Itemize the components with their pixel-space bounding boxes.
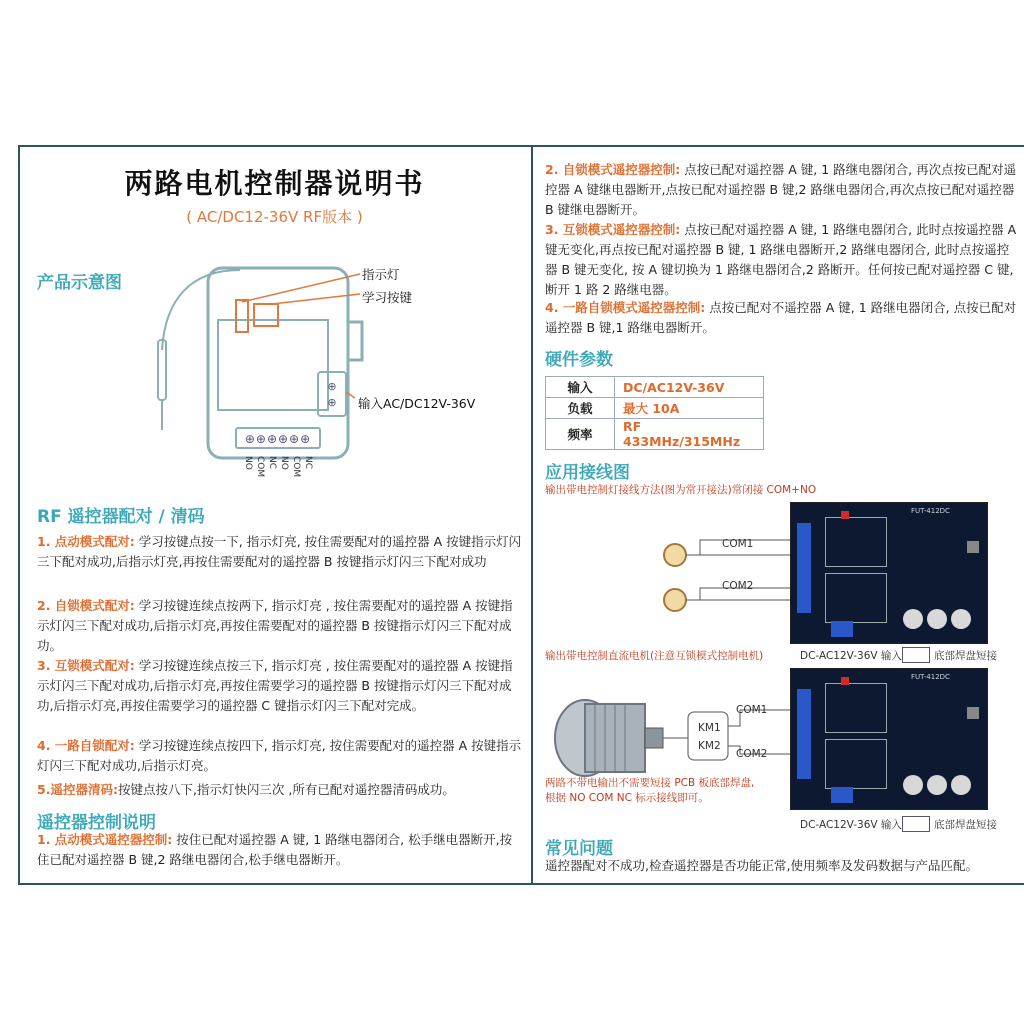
solder-pad-label: 底部焊盘短接 (934, 650, 997, 662)
item-label: 2. 自锁模式配对: (37, 598, 135, 613)
control-heading: 遥控器控制说明 (37, 813, 156, 833)
page-divider (531, 145, 533, 885)
param-key: 负载 (546, 398, 615, 419)
item-label: 5.遥控器清码: (37, 782, 118, 797)
faq-text: 遥控器配对不成功,检查遥控器是否功能正常,使用频率及发码数据与产品匹配。 (545, 858, 978, 873)
pcb-board-image (790, 668, 988, 810)
dc-input-label: DC-AC12V-36V 输入 (800, 650, 902, 662)
relay-block (825, 517, 887, 567)
item-text: 点按已配对遥控器 A 键, 1 路继电器闭合, 此时点按遥控器 A 键无变化,再点按已配对遥控器 B 键, 1 路继电器断开,2 路继电器闭合, 此时点按遥控器 B 键无变化, 按 A 键切换为 1 路继电器闭合,2 路断开。任何按已配对遥控器 C 键,断开 1 路 2 路继电器。 (545, 222, 1017, 297)
com1-label: COM1 (722, 538, 754, 550)
item-label: 4. 一路自锁模式遥控器控制: (545, 300, 706, 315)
svg-text:⊕: ⊕ (327, 396, 337, 409)
capacitor (903, 775, 923, 795)
faq-heading: 常见问题 (545, 839, 613, 859)
relay-block (825, 739, 887, 789)
relay-block (825, 573, 887, 623)
pairing-item (37, 780, 522, 800)
component (841, 511, 849, 519)
table-row (546, 398, 764, 419)
capacitor (927, 775, 947, 795)
indicator-light-label: 指示灯 (362, 267, 400, 282)
capacitor (951, 609, 971, 629)
page-title: 两路电机控制器说明书 (124, 167, 425, 200)
pairing-item (37, 532, 522, 572)
learn-button (967, 541, 979, 553)
hardware-heading: 硬件参数 (545, 350, 613, 370)
wiring-caption-motor: 输出带电控制直流电机(注意互锁模式控制电机) (545, 650, 764, 662)
com2-label: COM2 (722, 580, 754, 592)
pairing-item (37, 736, 522, 776)
relay-block (825, 683, 887, 733)
table-row (546, 377, 764, 398)
com2-label: COM2 (736, 748, 768, 760)
wiring-note-line2: 根据 NO COM NC 标示接线即可。 (545, 792, 709, 804)
capacitor (927, 609, 947, 629)
param-key: 输入 (546, 377, 615, 398)
power-terminal (831, 621, 853, 637)
pairing-item (37, 656, 522, 716)
power-terminal (831, 787, 853, 803)
item-label: 2. 自锁模式遥控器控制: (545, 162, 681, 177)
pairing-item (37, 596, 522, 656)
param-key: 频率 (546, 419, 615, 450)
pairing-heading: RF 遥控器配对 / 清码 (37, 507, 205, 527)
com1-label: COM1 (736, 704, 768, 716)
terminal-label: NC (267, 456, 277, 470)
learn-button (967, 707, 979, 719)
item-text: 学习按键连续点按两下, 指示灯亮 , 按住需要配对的遥控器 A 按键指示灯闪三下配对成功,后指示灯亮,再按住需要配对的遥控器 B 按键指示灯闪三下配对成功。 (37, 598, 513, 653)
control-item (37, 830, 522, 870)
terminal-labels (243, 456, 313, 477)
solder-pad-box (902, 816, 930, 832)
pcb-model-text: FUT-412DC (911, 507, 950, 515)
page-subtitle: ( AC/DC12-36V RF版本 ) (186, 208, 363, 226)
product-diagram (150, 260, 530, 485)
control-item (545, 220, 1020, 300)
item-text: 学习按键点按一下, 指示灯亮, 按住需要配对的遥控器 A 按键指示灯闪三下配对成功,后指示灯亮,再按住需要配对的遥控器 B 按键指示灯闪三下配对成功 (37, 534, 522, 569)
item-text: 按住已配对遥控器 A 键, 1 路继电器闭合, 松手继电器断开,按住已配对遥控器 B 键,2 路继电器闭合,松手继电器断开。 (37, 832, 513, 867)
item-text: 点按已配对遥控器 A 键, 1 路继电器闭合, 再次点按已配对遥控器 A 键继电器断开,点按已配对遥控器 B 键,2 路继电器闭合,再次点按已配对遥控器 B 键继电器断开。 (545, 162, 1017, 217)
terminal-label: NC (303, 456, 313, 470)
product-heading: 产品示意图 (37, 273, 122, 293)
item-label: 1. 点动模式配对: (37, 534, 135, 549)
terminal-label: NO (279, 456, 289, 470)
dc-input-label: DC-AC12V-36V 输入 (800, 819, 902, 831)
control-item (545, 160, 1020, 220)
item-label: 3. 互锁模式配对: (37, 658, 135, 673)
svg-text:⊕: ⊕ (327, 380, 337, 393)
solder-pad-box (902, 647, 930, 663)
wiring-caption-lamp: 输出带电控制灯接线方法(图为常开接法)常闭接 COM+NO (545, 484, 817, 496)
table-row (546, 419, 764, 450)
capacitor (951, 775, 971, 795)
item-text: 按键点按八下,指示灯快闪三次 ,所有已配对遥控器清码成功。 (117, 782, 455, 797)
param-value: RF 433MHz/315MHz (615, 419, 764, 450)
param-value: DC/AC12V-36V (615, 377, 764, 398)
item-text: 点按已配对不遥控器 A 键, 1 路继电器闭合, 点按已配对遥控器 B 键,1 路继电器断开。 (545, 300, 1017, 335)
input-voltage-label: 输入AC/DC12V-36V (358, 396, 476, 411)
item-label: 1. 点动模式遥控器控制: (37, 832, 173, 847)
pcb-board-image (790, 502, 988, 644)
wiring-heading: 应用接线图 (545, 463, 630, 483)
item-text: 学习按键连续点按三下, 指示灯亮 , 按住需要配对的遥控器 A 按键指示灯闪三下配对成功,后指示灯亮,再按住需要学习的遥控器 B 按键指示灯闪三下配对成功,后指示灯亮,再按住需要学习的遥控器 C 键指示灯闪三下配对完成。 (37, 658, 513, 713)
terminal-block (797, 689, 811, 779)
terminal-label: NO (243, 456, 253, 470)
component (841, 677, 849, 685)
hardware-table (545, 376, 764, 450)
item-label: 3. 互锁模式遥控器控制: (545, 222, 681, 237)
wiring-note-line1: 两路不带电输出不需要短接 PCB 板底部焊盘, (545, 777, 755, 789)
terminal-label: COM (291, 456, 301, 478)
terminal-block (797, 523, 811, 613)
capacitor (903, 609, 923, 629)
solder-pad-label: 底部焊盘短接 (934, 819, 997, 831)
item-label: 4. 一路自锁配对: (37, 738, 135, 753)
terminal-label: COM (255, 456, 265, 478)
item-text: 学习按键连续点按四下, 指示灯亮, 按住需要配对的遥控器 A 按键指示灯闪三下配对成功,后指示灯亮。 (37, 738, 522, 773)
km2-label: KM2 (698, 740, 721, 752)
pcb-model-text: FUT-412DC (911, 673, 950, 681)
control-item (545, 298, 1020, 338)
learn-button-label: 学习按键 (362, 290, 413, 305)
svg-text:⊕⊕⊕⊕⊕⊕: ⊕⊕⊕⊕⊕⊕ (244, 432, 312, 446)
km1-label: KM1 (698, 722, 721, 734)
param-value: 最大 10A (615, 398, 764, 419)
